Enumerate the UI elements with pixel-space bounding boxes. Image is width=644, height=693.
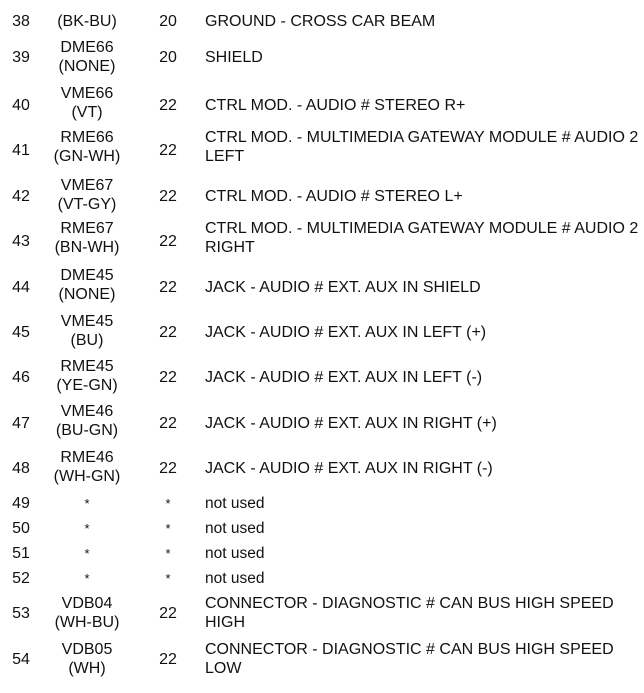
wire-color: (BU) — [70, 332, 104, 349]
circuit-id: VDB05 — [61, 641, 113, 658]
circuit-cell — [46, 312, 128, 350]
circuit-function: JACK - AUDIO # EXT. AUX IN LEFT (-) — [205, 369, 483, 386]
circuit-cell — [46, 402, 128, 440]
circuit-function: SHIELD — [205, 49, 263, 66]
circuit-function: CTRL MOD. - AUDIO # STEREO L+ — [205, 188, 463, 205]
circuit-function: not used — [205, 545, 265, 562]
circuit-function: JACK - AUDIO # EXT. AUX IN LEFT (+) — [205, 324, 487, 341]
circuit-cell — [46, 84, 128, 122]
circuit-function: not used — [205, 520, 265, 537]
wire-color: (BN-WH) — [54, 239, 120, 256]
circuit-function: CTRL MOD. - MULTIMEDIA GATEWAY MODULE # AUDIO 2 LEFT — [205, 129, 639, 165]
wire-color: (NONE) — [58, 58, 116, 75]
pin-number: 42 — [12, 188, 30, 205]
circuit-function: JACK - AUDIO # EXT. AUX IN RIGHT (+) — [205, 415, 497, 432]
wire-gauge: 20 — [159, 49, 177, 66]
circuit-id: RME67 — [60, 220, 114, 237]
circuit-placeholder: * — [84, 496, 90, 511]
wire-gauge: 22 — [159, 188, 177, 205]
circuit-function: CTRL MOD. - AUDIO # STEREO R+ — [205, 97, 466, 114]
circuit-cell — [46, 594, 128, 632]
circuit-id: RME46 — [60, 449, 114, 466]
circuit-id: VME67 — [60, 177, 114, 194]
pin-number: 39 — [12, 49, 30, 66]
circuit-cell — [46, 544, 128, 563]
pin-number: 48 — [12, 460, 30, 477]
circuit-placeholder: * — [84, 521, 90, 536]
circuit-id: VME45 — [60, 313, 114, 330]
circuit-id: DME45 — [60, 267, 114, 284]
circuit-id: VDB04 — [61, 595, 113, 612]
circuit-function: CTRL MOD. - MULTIMEDIA GATEWAY MODULE # AUDIO 2 RIGHT — [205, 220, 639, 256]
wire-gauge: * — [165, 496, 171, 511]
wire-gauge: * — [165, 571, 171, 586]
circuit-function: JACK - AUDIO # EXT. AUX IN RIGHT (-) — [205, 460, 493, 477]
pin-number: 40 — [12, 97, 30, 114]
wire-gauge: 22 — [159, 279, 177, 296]
circuit-function: JACK - AUDIO # EXT. AUX IN SHIELD — [205, 279, 481, 296]
circuit-cell — [46, 640, 128, 678]
pin-number: 46 — [12, 369, 30, 386]
wire-color: (BK-BU) — [57, 13, 117, 30]
wire-color: (WH) — [68, 660, 106, 677]
pin-number: 52 — [12, 570, 30, 587]
wire-gauge: 22 — [159, 369, 177, 386]
circuit-function: CONNECTOR - DIAGNOSTIC # CAN BUS HIGH SPEED LOW — [205, 641, 614, 677]
wire-gauge: 22 — [159, 233, 177, 250]
wire-color: (VT) — [71, 104, 103, 121]
circuit-id: DME66 — [60, 39, 114, 56]
wire-gauge: 22 — [159, 460, 177, 477]
circuit-placeholder: * — [84, 546, 90, 561]
circuit-cell — [46, 128, 128, 166]
circuit-cell — [46, 357, 128, 395]
circuit-id: RME45 — [60, 358, 114, 375]
circuit-cell — [46, 219, 128, 257]
circuit-id: VME66 — [60, 85, 114, 102]
circuit-function: not used — [205, 570, 265, 587]
circuit-cell — [46, 494, 128, 513]
pin-number: 50 — [12, 520, 30, 537]
pin-number: 54 — [12, 651, 30, 668]
circuit-id: VME46 — [60, 403, 114, 420]
wire-gauge: 20 — [159, 13, 177, 30]
pin-number: 47 — [12, 415, 30, 432]
circuit-cell — [46, 266, 128, 304]
circuit-function: GROUND - CROSS CAR BEAM — [205, 13, 436, 30]
wire-color: (BU-GN) — [55, 422, 119, 439]
circuit-cell — [46, 12, 128, 31]
pin-number: 41 — [12, 142, 30, 159]
circuit-cell — [46, 38, 128, 76]
pin-number: 45 — [12, 324, 30, 341]
wire-gauge: * — [165, 546, 171, 561]
pin-number: 43 — [12, 233, 30, 250]
wire-gauge: 22 — [159, 605, 177, 622]
wire-color: (WH-BU) — [54, 614, 120, 631]
circuit-cell — [46, 448, 128, 486]
circuit-function: CONNECTOR - DIAGNOSTIC # CAN BUS HIGH SPEED HIGH — [205, 595, 614, 631]
pin-number: 49 — [12, 495, 30, 512]
wire-color: (WH-GN) — [53, 468, 121, 485]
wire-color: (NONE) — [58, 286, 116, 303]
circuit-cell — [46, 569, 128, 588]
wire-color: (YE-GN) — [56, 377, 118, 394]
wire-gauge: 22 — [159, 651, 177, 668]
wire-gauge: 22 — [159, 142, 177, 159]
circuit-placeholder: * — [84, 571, 90, 586]
pin-number: 44 — [12, 279, 30, 296]
circuit-cell — [46, 519, 128, 538]
circuit-cell — [46, 176, 128, 214]
circuit-function: not used — [205, 495, 265, 512]
wire-gauge: 22 — [159, 415, 177, 432]
wire-color: (VT-GY) — [57, 196, 117, 213]
wire-color: (GN-WH) — [53, 148, 121, 165]
circuit-id: RME66 — [60, 129, 114, 146]
pin-number: 51 — [12, 545, 30, 562]
wire-gauge: * — [165, 521, 171, 536]
wire-gauge: 22 — [159, 324, 177, 341]
wire-gauge: 22 — [159, 97, 177, 114]
pin-number: 38 — [12, 13, 30, 30]
pin-number: 53 — [12, 605, 30, 622]
